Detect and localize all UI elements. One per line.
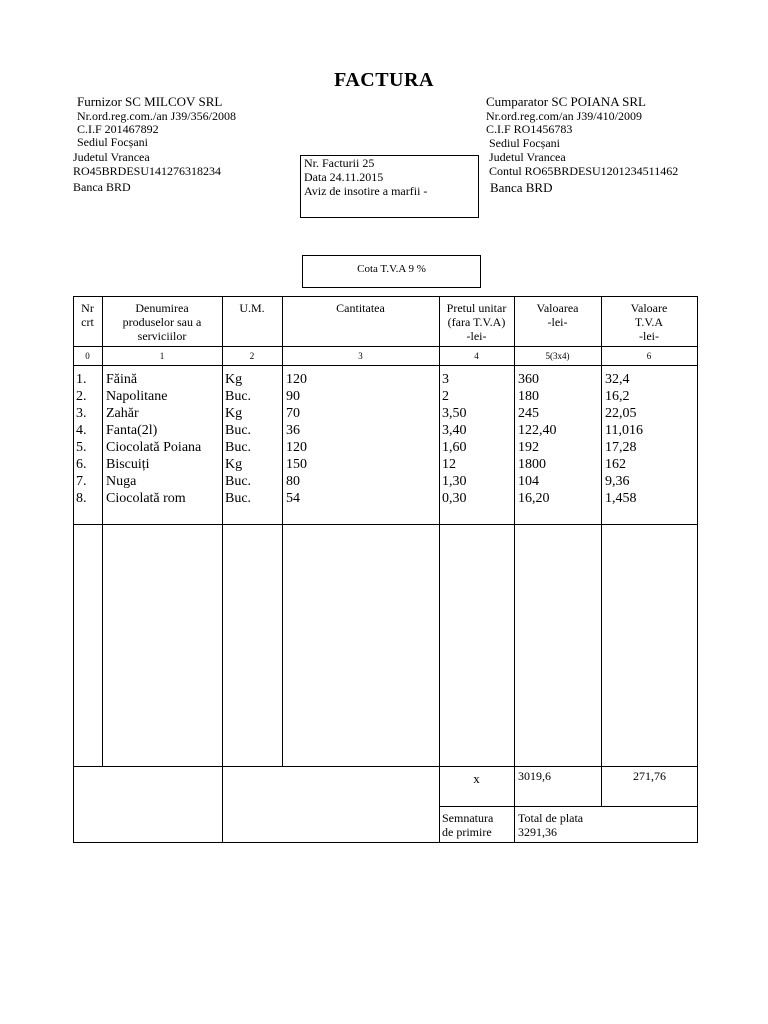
buyer-seat: Sediul Focșani [489, 136, 560, 150]
buyer-account: Contul RO65BRDESU1201234511462 [489, 164, 679, 178]
column-vat [605, 371, 643, 507]
totals-mark: x [473, 771, 480, 786]
table-cell-nr: 8. [76, 491, 87, 506]
buyer-bank: Banca BRD [490, 180, 553, 195]
table-cell-qty: 36 [286, 423, 300, 438]
table-cell-price: 3,40 [442, 423, 467, 438]
invoice-aviz: Aviz de insotire a marfii - [304, 184, 428, 198]
table-cell-price: 3 [442, 372, 449, 387]
index-cell: 4 [474, 351, 479, 361]
invoice-info-box [300, 155, 479, 218]
table-cell-vat: 16,2 [605, 389, 630, 404]
header-qty: Cantitatea [336, 301, 385, 315]
table-cell-nr: 4. [76, 423, 87, 438]
header-name: Denumirea produselor sau a serviciilor [122, 301, 202, 343]
column-value [518, 371, 557, 507]
table-cell-price: 1,60 [442, 440, 467, 455]
table-cell-name: Fanta(2l) [106, 423, 158, 438]
table-cell-name: Făină [106, 372, 138, 387]
value-total: 3019,6 [518, 769, 551, 783]
header-price: Pretul unitar (fara T.V.A) -lei- [446, 301, 507, 343]
total-to-pay [518, 811, 583, 839]
table-cell-value: 245 [518, 406, 539, 421]
table-cell-value: 16,20 [518, 491, 550, 506]
supplier-cif: C.I.F 201467892 [77, 122, 159, 136]
table-cell-um: Buc. [225, 389, 252, 404]
table-cell-qty: 90 [286, 389, 300, 404]
invoice-number: Nr. Facturii 25 [304, 156, 375, 170]
index-cell: 2 [249, 351, 255, 361]
table-cell-nr: 1. [76, 372, 87, 387]
table-cell-name: Zahăr [106, 406, 139, 421]
table-cell-nr: 5. [76, 440, 87, 455]
table-cell-vat: 162 [605, 457, 626, 472]
table-cell-um: Kg [225, 372, 243, 387]
index-cell: 6 [646, 351, 652, 361]
buyer-reg: Nr.ord.reg.com/an J39/410/2009 [486, 109, 642, 123]
supplier-county: Judetul Vrancea [73, 150, 150, 164]
buyer-county: Judetul Vrancea [489, 150, 566, 164]
table-cell-nr: 3. [76, 406, 87, 421]
header-value: Valoarea -lei- [536, 301, 579, 329]
table-cell-qty: 70 [286, 406, 300, 421]
supplier-account: RO45BRDESU141276318234 [73, 164, 222, 178]
supplier-seat: Sediul Focșani [77, 135, 148, 149]
table-cell-value: 104 [518, 474, 539, 489]
table-cell-value: 122,40 [518, 423, 557, 438]
vat-total: 271,76 [633, 769, 666, 783]
table-cell-vat: 32,4 [605, 372, 630, 387]
header-nr: Nr crt [81, 301, 94, 329]
supplier-bank: Banca BRD [73, 180, 131, 194]
column-um [225, 371, 251, 507]
table-cell-price: 12 [442, 457, 456, 472]
invoice-date: Data 24.11.2015 [304, 170, 384, 184]
total-to-pay-value: 3291,36 [518, 825, 557, 839]
table-cell-qty: 120 [286, 372, 307, 387]
table-cell-um: Buc. [225, 423, 252, 438]
supplier-name: Furnizor SC MILCOV SRL [77, 94, 223, 109]
table-cell-qty: 150 [286, 457, 307, 472]
table-cell-price: 1,30 [442, 474, 467, 489]
column-name [106, 371, 201, 507]
header-um: U.M. [239, 301, 265, 315]
table-cell-name: Napolitane [106, 389, 168, 404]
table-cell-um: Kg [225, 457, 243, 472]
table-cell-nr: 6. [76, 457, 87, 472]
table-cell-vat: 11,016 [605, 423, 643, 438]
table-cell-price: 0,30 [442, 491, 467, 506]
vat-rate-box [302, 255, 481, 288]
table-cell-value: 1800 [518, 457, 546, 472]
index-cell: 5(3x4) [545, 351, 570, 361]
table-cell-name: Nuga [106, 474, 137, 489]
index-cell: 1 [159, 351, 165, 361]
table-cell-name: Ciocolată rom [106, 491, 186, 506]
signature-label: Semnatura de primire [442, 811, 494, 839]
header-vat: Valoare T.V.A -lei- [630, 301, 668, 343]
supplier-reg: Nr.ord.reg.com./an J39/356/2008 [77, 109, 236, 123]
table-cell-vat: 1,458 [605, 491, 637, 506]
buyer-cif: C.I.F RO1456783 [486, 122, 573, 136]
table-cell-name: Ciocolată Poiana [106, 440, 202, 455]
column-price [442, 371, 467, 507]
table-cell-vat: 9,36 [605, 474, 630, 489]
buyer-name: Cumparator SC POIANA SRL [486, 94, 646, 109]
table-cell-value: 360 [518, 372, 539, 387]
table-cell-um: Buc. [225, 474, 252, 489]
document-title: FACTURA [334, 69, 434, 91]
vat-rate: Cota T.V.A 9 % [357, 263, 426, 275]
table-cell-vat: 17,28 [605, 440, 637, 455]
table-cell-value: 180 [518, 389, 539, 404]
table-cell-vat: 22,05 [605, 406, 637, 421]
table-cell-qty: 120 [286, 440, 307, 455]
table-cell-nr: 2. [76, 389, 87, 404]
table-cell-value: 192 [518, 440, 539, 455]
table-cell-um: Kg [225, 406, 243, 421]
column-nr [76, 371, 87, 507]
table-cell-qty: 80 [286, 474, 300, 489]
column-qty [286, 371, 307, 507]
table-cell-price: 3,50 [442, 406, 467, 421]
index-cell: 3 [358, 351, 363, 361]
total-to-pay-label: Total de plata [518, 811, 584, 825]
table-cell-qty: 54 [286, 491, 300, 506]
table-cell-name: Biscuiți [106, 457, 150, 472]
index-cell: 0 [85, 351, 90, 361]
table-cell-um: Buc. [225, 491, 252, 506]
table-cell-um: Buc. [225, 440, 252, 455]
table-cell-nr: 7. [76, 474, 87, 489]
table-cell-price: 2 [442, 389, 449, 404]
